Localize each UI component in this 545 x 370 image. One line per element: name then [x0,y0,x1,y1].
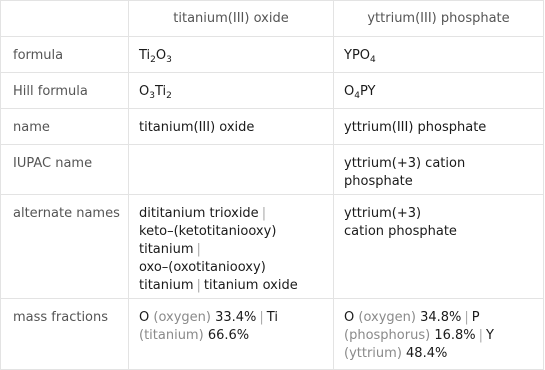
row-label-iupac-name: IUPAC name [1,145,129,195]
row-label-formula: formula [1,37,129,73]
table-row-formula [1,37,544,73]
header-row [1,1,544,37]
row-label-mass-fractions: mass fractions [1,299,129,370]
row-label-hill-formula: Hill formula [1,73,129,109]
table-row-mass-fractions [1,299,544,370]
row-label-alternate-names: alternate names [1,195,129,299]
mass-fractions-titanium-oxide: O (oxygen) 33.4% | Ti (titanium) 66.6% [129,299,334,370]
mass-fractions-yttrium-phosphate: O (oxygen) 34.8% | P (phosphorus) 16.8% | Y (yttrium) 48.4% [334,299,544,370]
row-label-name: name [1,109,129,145]
iupac-name-yttrium-phosphate: yttrium(+3) cation phosphate [334,145,544,195]
formula-titanium-oxide: $Ti_2O_3$ [129,37,334,73]
column-header-yttrium-phosphate: yttrium(III) phosphate [334,1,544,37]
alternate-names-titanium-oxide: dititanium trioxide | keto–(ketotitaniooxy) titanium | oxo–(oxotitaniooxy) titanium | titanium oxide [129,195,334,299]
name-yttrium-phosphate: yttrium(III) phosphate [334,109,544,145]
alternate-names-yttrium-phosphate: yttrium(+3) cation phosphate [334,195,544,299]
iupac-name-titanium-oxide [129,145,334,195]
table-row-name [1,109,544,145]
hill-formula-titanium-oxide: $O_3Ti_2$ [129,73,334,109]
table-row-hill-formula [1,73,544,109]
name-titanium-oxide: titanium(III) oxide [129,109,334,145]
column-header-titanium-oxide: titanium(III) oxide [129,1,334,37]
corner-cell [1,1,129,37]
table-row-alternate-names [1,195,544,299]
formula-yttrium-phosphate: $YPO_4$ [334,37,544,73]
table-row-iupac-name [1,145,544,195]
hill-formula-yttrium-phosphate: $O_4PY$ [334,73,544,109]
